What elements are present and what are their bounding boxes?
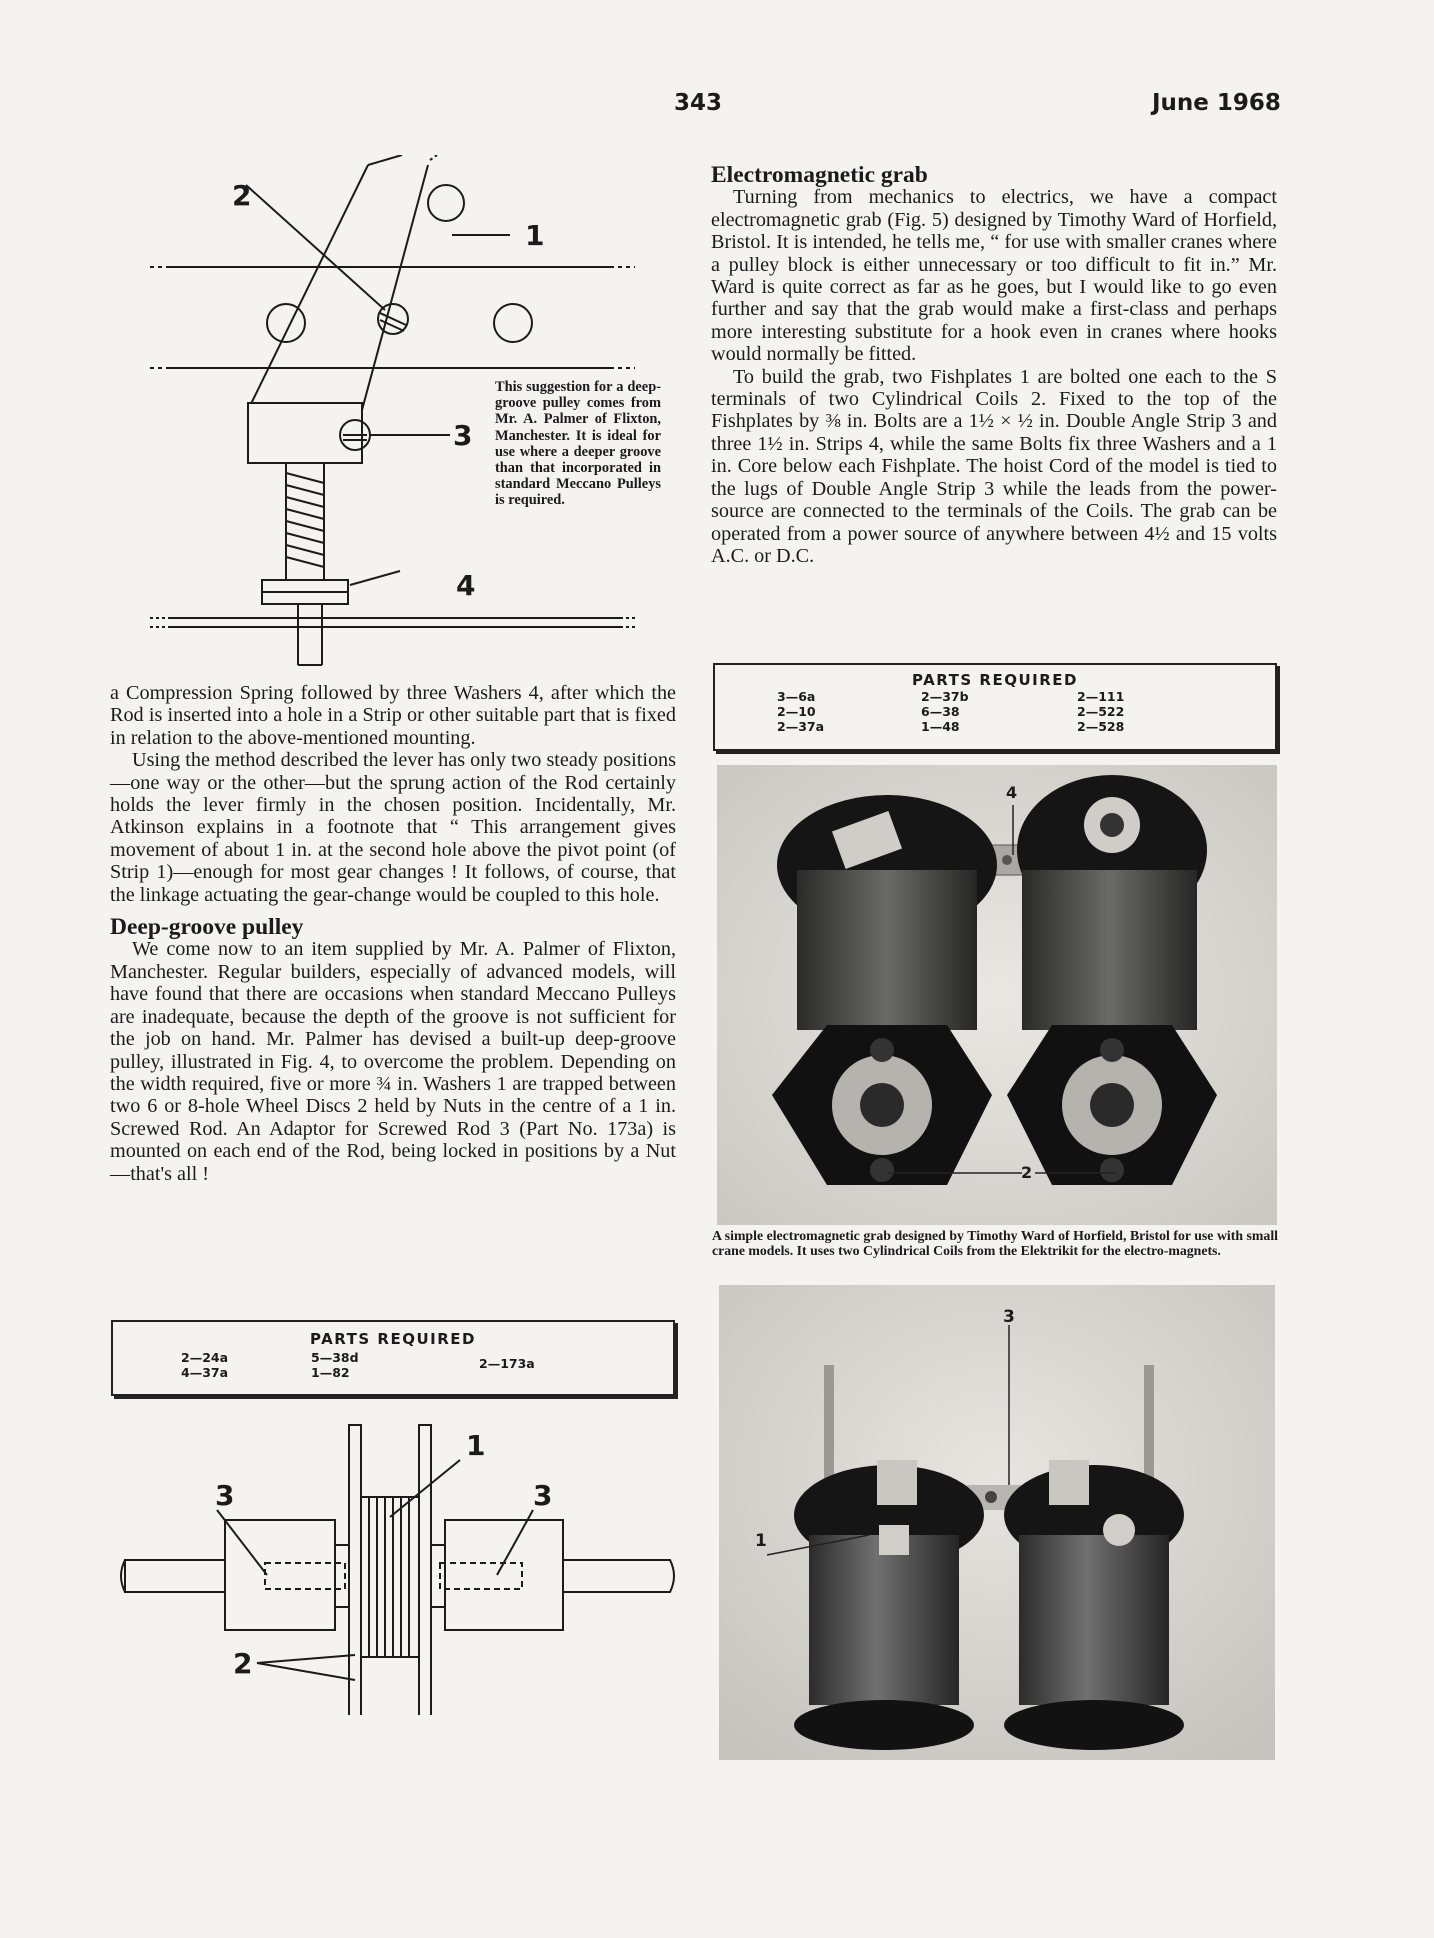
left-column-text	[110, 682, 676, 1185]
parts-item: 1—48	[921, 719, 960, 734]
parts-right-col-2	[921, 689, 969, 734]
parts-left-col-3	[479, 1356, 535, 1371]
parts-right-col-3	[1077, 689, 1124, 734]
photo2-label-1: 1	[755, 1531, 767, 1551]
parts-item: 2—24a	[181, 1350, 229, 1365]
left-para-3: We come now to an item supplied by Mr. A. Palmer of Flixton, Manchester. Regular builders, especially of advanced models, will have found that there are occasions when standard Meccano Pulleys are inadequate, because the depth of the groove is not sufficient for the job on hand. Mr. Palmer has devised a built-up deep-groove pulley, illustrated in Fig. 4, to overcome the problem. Depending on the width required, five or more ¾ in. Washers 1 are trapped between two 6 or 8-hole Wheel Discs 2 held by Nuts in the centre of a 1 in. Screwed Rod. An Adaptor for Screwed Rod 3 (Part No. 173a) is mounted on each end of the Rod, being locked in positions by a Nut—that's all !	[110, 938, 676, 1185]
parts-left-col-2	[311, 1350, 359, 1380]
parts-item: 2—37b	[921, 689, 969, 704]
pulley-diagram	[105, 1405, 685, 1715]
photo1-label-4: 4	[1006, 783, 1018, 802]
pulley-label-3-left: 3	[215, 1479, 235, 1512]
photo-grab-top-view	[717, 765, 1277, 1225]
parts-item: 1—82	[311, 1365, 350, 1380]
left-para-2: Using the method described the lever has only two steady positions—one way or the other—but the sprung action of the Rod certainly holds the lever firmly in the chosen position. Incidentally, Mr. Atkinson explains in a footnote that “ This arrangement gives movement of about 1 in. at the second hole above the pivot point (of Strip 1)—enough for most gear changes ! It follows, of course, that the linkage actuating the gear-change would be coupled to this hole.	[110, 749, 676, 906]
lever-label-1: 1	[525, 219, 545, 252]
heading-electromagnetic-grab: Electromagnetic grab	[711, 162, 928, 188]
right-column-text	[711, 164, 1277, 567]
lever-caption: This suggestion for a deep-groove pulley comes from Mr. A. Palmer of Flixton, Manchester. It is ideal for use where a deeper groove than that incorporated in standard Meccano Pulleys is required.	[495, 379, 661, 509]
left-para-1: a Compression Spring followed by three Washers 4, after which the Rod is inserted into a hole in a Strip or other suitable part that is fixed in relation to the above-mentioned mounting.	[110, 682, 676, 749]
parts-item: 5—38d	[311, 1350, 359, 1365]
pulley-label-1: 1	[466, 1429, 486, 1462]
right-para-1: Turning from mechanics to electrics, we have a compact electromagnetic grab (Fig. 5) designed by Timothy Ward of Horfield, Bristol. It is intended, he tells me, “ for use with smaller cranes where a pulley block is either unnecessary or too difficult to fit in.” Mr. Ward is quite correct as far as he goes, but I would like to go even further and say that the grab would make a first-class and perhaps more interesting substitute for a hook even in cranes where hooks would normally be fitted.	[711, 186, 1277, 366]
parts-item: 3—6a	[777, 689, 816, 704]
parts-title-right: PARTS REQUIRED	[912, 671, 1078, 689]
parts-item: 2—10	[777, 704, 816, 719]
lever-label-3: 3	[453, 419, 473, 452]
lever-label-4: 4	[456, 569, 476, 602]
photo1-label-2: 2	[1021, 1163, 1033, 1182]
photo2-label-3: 3	[1003, 1307, 1015, 1327]
parts-item: 2—37a	[777, 719, 825, 734]
issue-date: June 1968	[1152, 90, 1281, 116]
parts-item: 2—528	[1077, 719, 1125, 734]
lever-label-2: 2	[232, 179, 252, 212]
parts-required-box-right	[713, 663, 1277, 751]
photo-grab-side-view	[719, 1285, 1275, 1760]
parts-right-col-1	[777, 689, 824, 734]
parts-item: 4—37a	[181, 1365, 229, 1380]
pulley-label-2: 2	[233, 1647, 253, 1680]
parts-required-box-left	[111, 1320, 675, 1396]
parts-left-col-1	[181, 1350, 228, 1380]
parts-item: 2—173a	[479, 1356, 535, 1371]
parts-item: 2—111	[1077, 689, 1125, 704]
parts-item: 2—522	[1077, 704, 1125, 719]
parts-item: 6—38	[921, 704, 960, 719]
heading-deep-groove-pulley: Deep-groove pulley	[110, 914, 304, 941]
pulley-label-3-right: 3	[533, 1479, 553, 1512]
page-number: 343	[674, 90, 723, 116]
photo1-caption: A simple electromagnetic grab designed by Timothy Ward of Horfield, Bristol for use with small crane models. It uses two Cylindrical Coils from the Elektrikit for the electro-magnets.	[712, 1228, 1278, 1258]
parts-title-left: PARTS REQUIRED	[310, 1330, 476, 1348]
right-para-2: To build the grab, two Fishplates 1 are bolted one each to the S terminals of two Cylindrical Coils 2. Fixed to the top of the Fishplates by ⅜ in. Bolts are a 1½ × ½ in. Double Angle Strip 3 and three 1½ in. Strips 4, while the same Bolts fix three Washers and a 1 in. Core below each Fishplate. The hoist Cord of the model is tied to the lugs of Double Angle Strip 3 while the leads from the power-source are connected to the terminals of the Coils. The grab can be operated from a power source of anywhere between 4½ and 15 volts A.C. or D.C.	[711, 365, 1277, 567]
